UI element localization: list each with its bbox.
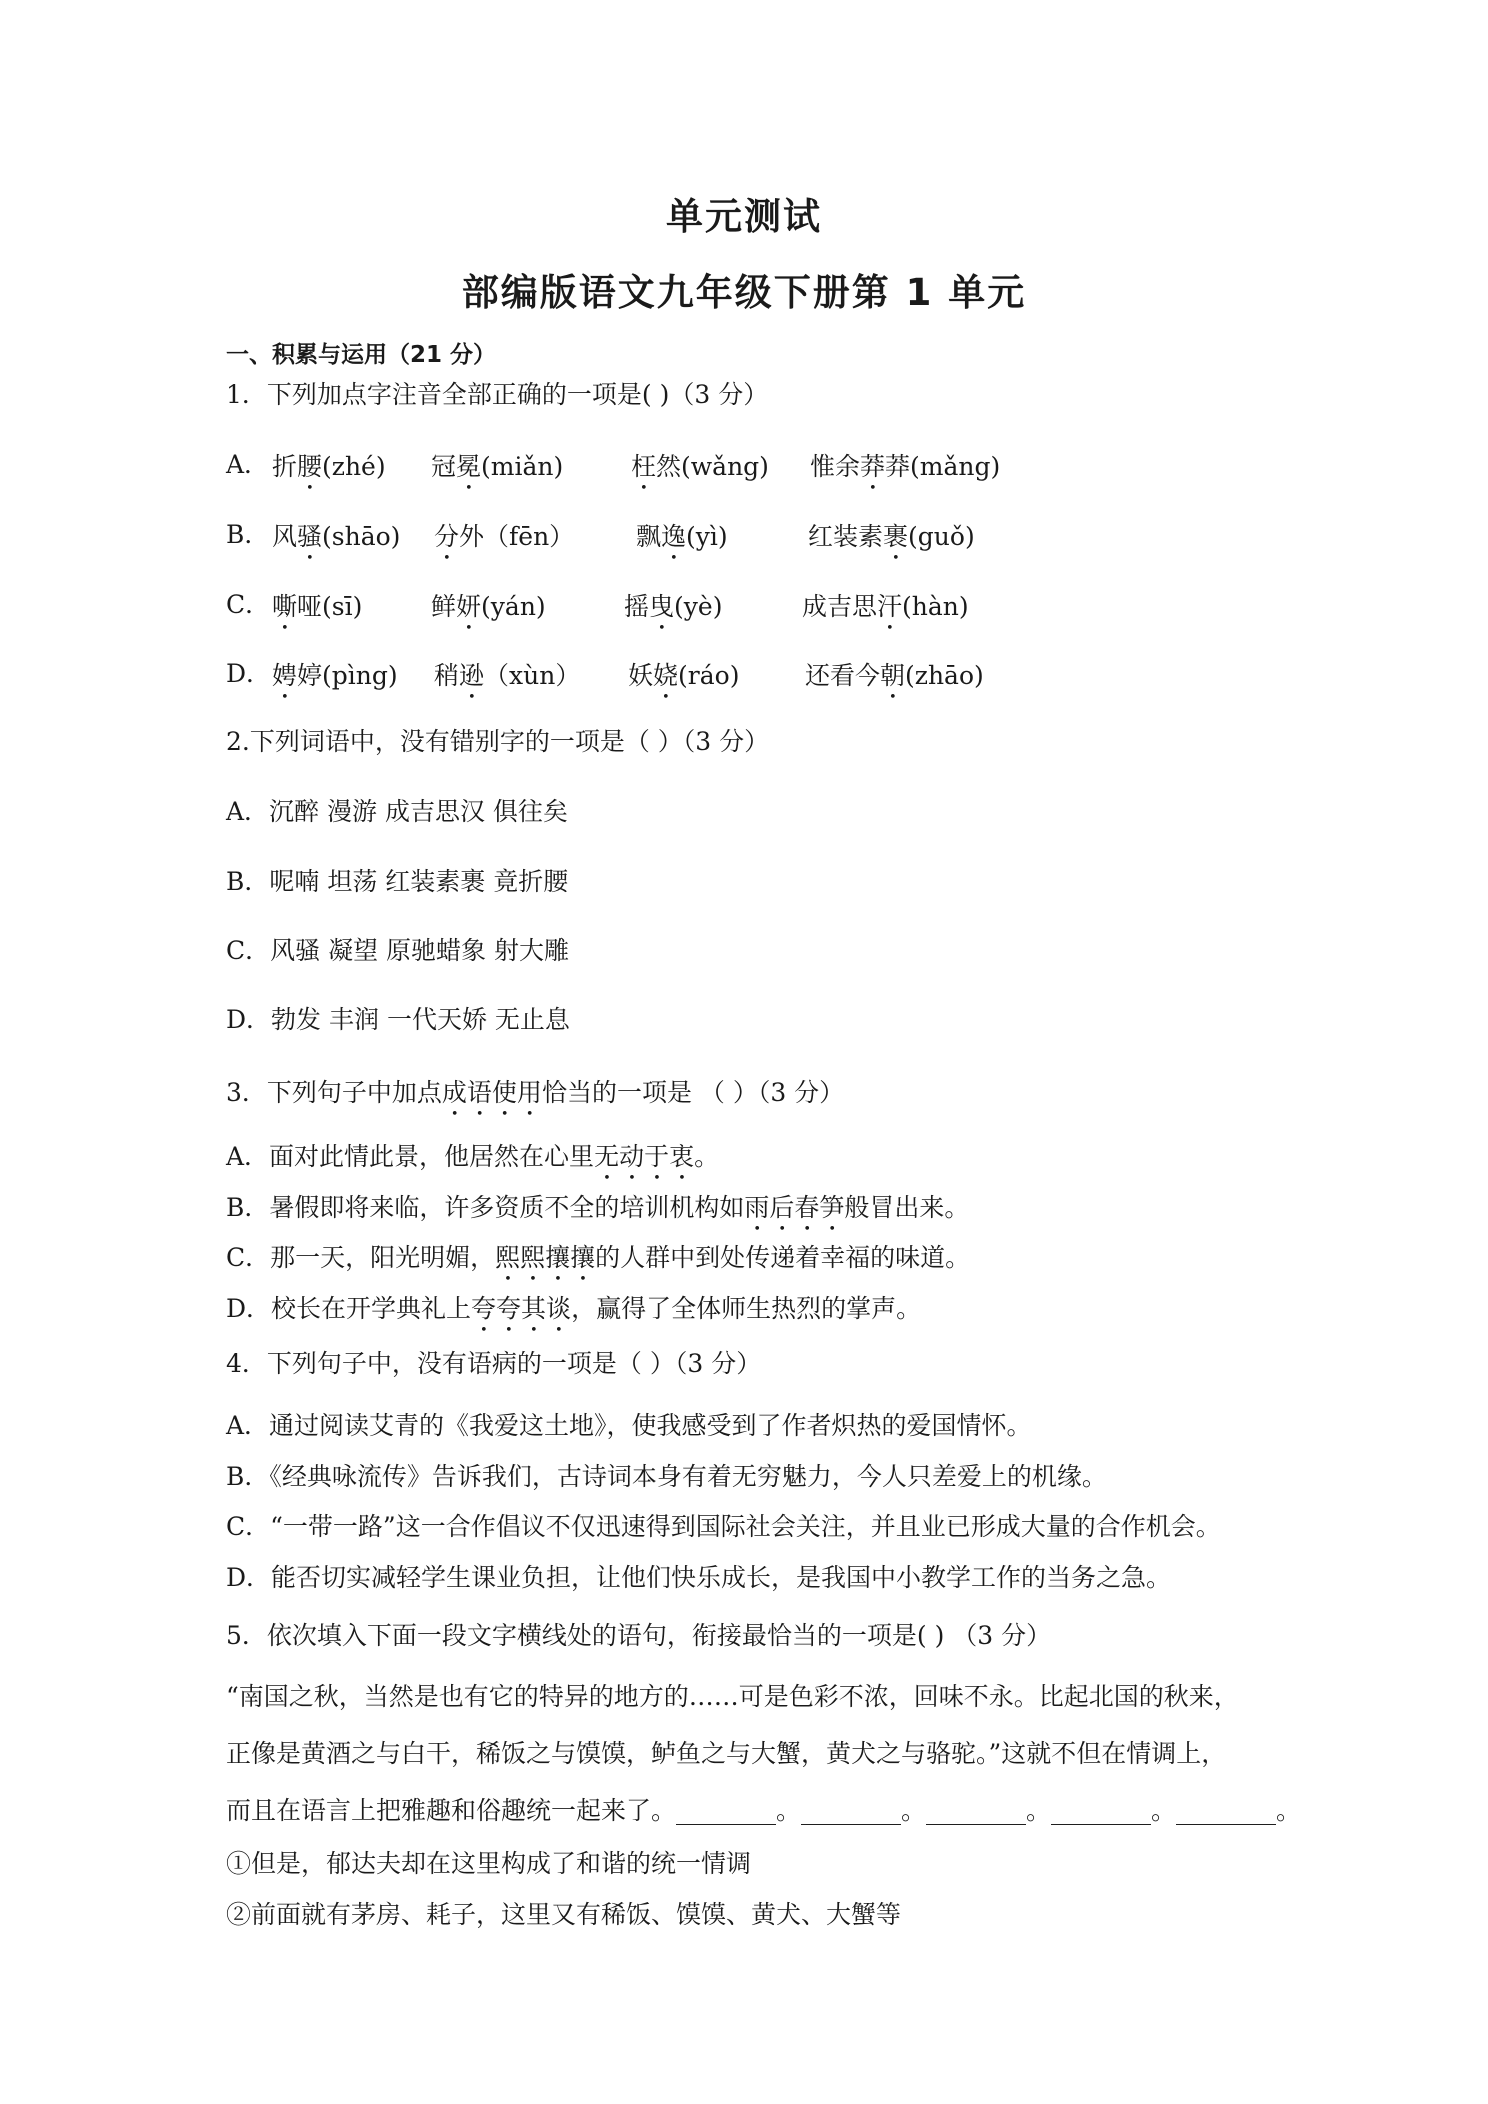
question-4-stem: 4．下列句子中，没有语病的一项是（ ）（3 分） (226, 1349, 762, 1378)
passage-line: 正像是黄酒之与白干，稀饭之与馍馍，鲈鱼之与大蟹，黄犬之与骆驼。”这就不但在情调上， (226, 1739, 1227, 1768)
option-line: B．《经典咏流传》告诉我们，古诗词本身有着无穷魅力，今人只差爱上的机缘。 (226, 1462, 1107, 1491)
page-title: 单元测试 (666, 195, 822, 238)
question-1-stem: 1．下列加点字注音全部正确的一项是( )（3 分） (226, 380, 769, 409)
pinyin-item: 红装素裹(guǒ) (808, 522, 975, 551)
page-subtitle: 部编版语文九年级下册第 1 单元 (461, 271, 1027, 314)
option-line: D．校长在开学典礼上夸夸其谈，赢得了全体师生热烈的掌声。 (226, 1294, 922, 1323)
sentence-item: ①但是，郁达夫却在这里构成了和谐的统一情调 (226, 1849, 752, 1878)
pinyin-item: 惟余莽莽(mǎng) (810, 452, 1001, 481)
pinyin-item: 嘶哑(sī) (272, 592, 363, 621)
pinyin-item: 成吉思汗(hàn) (802, 592, 969, 621)
pinyin-item: 摇曳(yè) (624, 592, 723, 621)
option-line: B．暑假即将来临，许多资质不全的培训机构如雨后春笋般冒出来。 (226, 1193, 970, 1222)
option-line: C．那一天，阳光明媚，熙熙攘攘的人群中到处传递着幸福的味道。 (226, 1243, 971, 1272)
pinyin-item: 鲜妍(yán) (431, 592, 546, 621)
pinyin-item: 娉婷(pìng) (272, 661, 398, 690)
option-line: D．能否切实减轻学生课业负担，让他们快乐成长，是我国中小教学工作的当务之急。 (226, 1563, 1172, 1592)
passage-line: 而且在语言上把雅趣和俗趣统一起来了。________。________。________。________。________。 (226, 1796, 1302, 1825)
option-line: A．沉醉 漫游 成吉思汉 俱往矣 (226, 797, 568, 826)
pinyin-item: 风骚(shāo) (272, 522, 401, 551)
pinyin-item: 折腰(zhé) (272, 452, 386, 481)
pinyin-item: 稍逊（xùn） (434, 661, 581, 690)
pinyin-item: 妖娆(ráo) (628, 661, 740, 690)
question-3-stem: 3．下列句子中加点成语使用恰当的一项是 （ ）（3 分） (226, 1078, 845, 1107)
pinyin-item: 冠冕(miǎn) (431, 452, 564, 481)
pinyin-item: 飘逸(yì) (636, 522, 728, 551)
section-heading: 一、积累与运用（21 分） (226, 342, 497, 368)
pinyin-item: 分外（fēn） (434, 522, 575, 551)
option-line: C．风骚 凝望 原驰蜡象 射大雕 (226, 936, 569, 965)
sentence-item: ②前面就有茅房、耗子，这里又有稀饭、馍馍、黄犬、大蟹等 (226, 1900, 902, 1929)
passage-line: “南国之秋，当然是也有它的特异的地方的……可是色彩不浓，回味不永。比起北国的秋来， (226, 1682, 1239, 1711)
pinyin-item: 枉然(wǎng) (631, 452, 769, 481)
option-letter: A． (226, 450, 270, 479)
option-line: D．勃发 丰润 一代天娇 无止息 (226, 1005, 570, 1034)
option-letter: D． (226, 659, 272, 688)
pinyin-item: 还看今朝(zhāo) (805, 661, 984, 690)
option-line: A．面对此情此景，他居然在心里无动于衷。 (226, 1142, 720, 1171)
option-line: A．通过阅读艾青的《我爱这土地》，使我感受到了作者炽热的爱国情怀。 (226, 1411, 1032, 1440)
option-line: C．“一带一路”这一合作倡议不仅迅速得到国际社会关注，并且业已形成大量的合作机会。 (226, 1512, 1221, 1541)
question-2-stem: 2.下列词语中，没有错别字的一项是（ ）（3 分） (226, 727, 770, 756)
option-line: B．呢喃 坦荡 红装素裹 竟折腰 (226, 867, 569, 896)
option-letter: B． (226, 520, 270, 549)
option-letter: C． (226, 590, 271, 619)
question-5-stem: 5．依次填入下面一段文字横线处的语句，衔接最恰当的一项是( ) （3 分） (226, 1621, 1052, 1650)
